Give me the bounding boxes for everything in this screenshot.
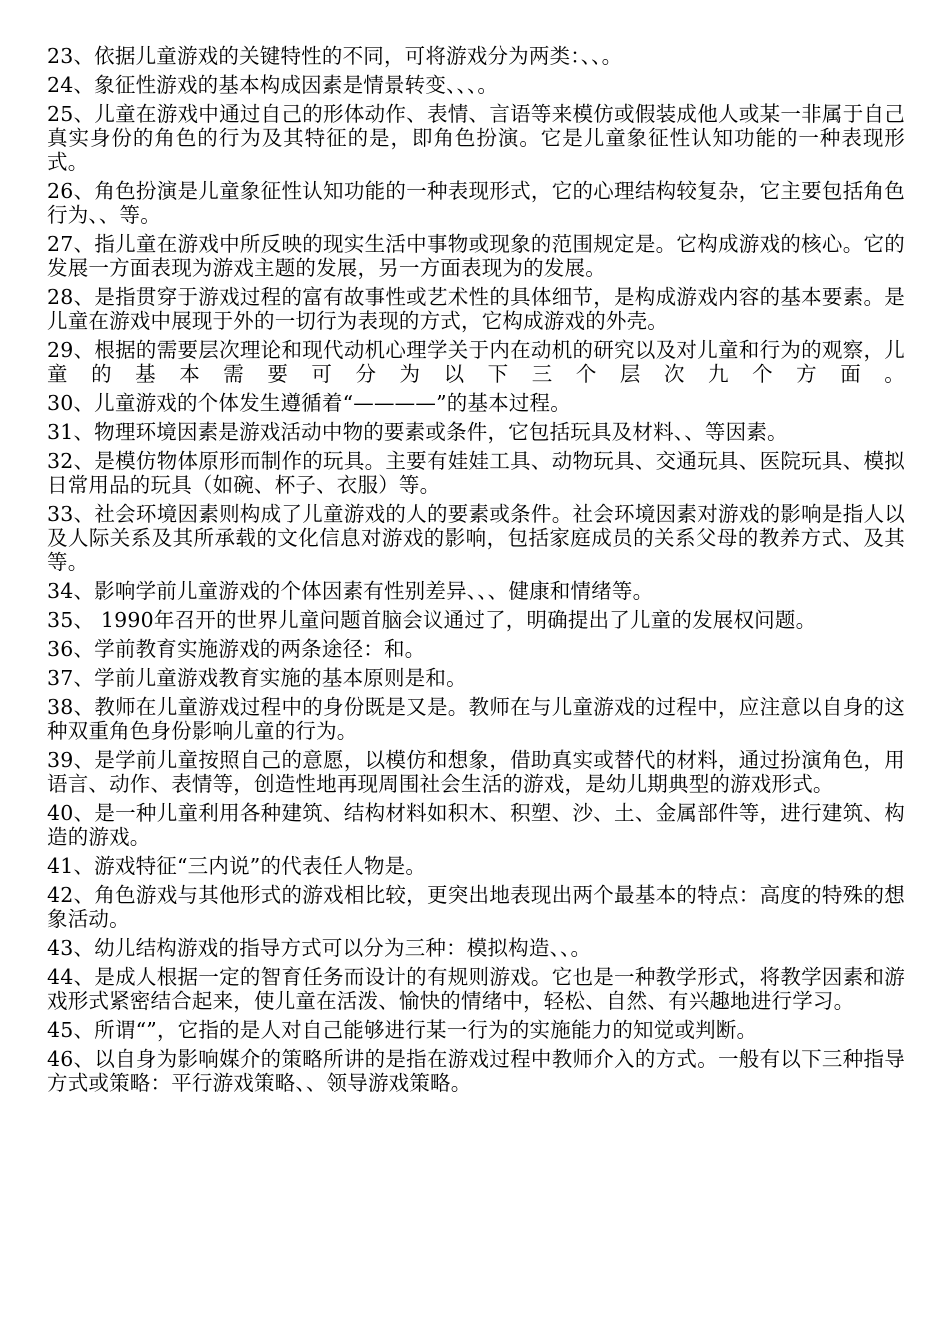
question-41: 41、游戏特征“三内说”的代表任人物是。	[47, 854, 427, 878]
question-36: 36、学前教育实施游戏的两条途径：和。	[47, 637, 426, 661]
question-39: 39、是学前儿童按照自己的意愿，以模仿和想象，借助真实或替代的材料，通过扮演角色，用语言、动作、表情等，创造性地再现周围社会生活的游戏，是幼儿期典型的游戏形式。	[47, 748, 905, 796]
question-28: 28、是指贯穿于游戏过程的富有故事性或艺术性的具体细节，是构成游戏内容的基本要素。是儿童在游戏中展现于外的一切行为表现的方式，它构成游戏的外壳。	[47, 285, 905, 333]
document-page	[47, 44, 905, 1100]
question-43: 43、幼儿结构游戏的指导方式可以分为三种：模拟构造、、。	[47, 936, 592, 960]
question-32: 32、是模仿物体原形而制作的玩具。主要有娃娃工具、动物玩具、交通玩具、医院玩具、模拟日常用品的玩具（如碗、杯子、衣服）等。	[47, 449, 905, 497]
question-44: 44、是成人根据一定的智育任务而设计的有规则游戏。它也是一种教学形式，将教学因素和游戏形式紧密结合起来，使儿童在活泼、愉快的情绪中，轻松、自然、有兴趣地进行学习。	[47, 965, 905, 1013]
question-23: 23、依据儿童游戏的关键特性的不同，可将游戏分为两类：、、。	[47, 44, 623, 68]
question-29: 29、根据的需要层次理论和现代动机心理学关于内在动机的研究以及对儿童和行为的观察，儿童的基本需要可分为以下三个层次九个方面。	[47, 338, 905, 386]
question-31: 31、物理环境因素是游戏活动中物的要素或条件，它包括玩具及材料、、等因素。	[47, 420, 788, 444]
question-37: 37、学前儿童游戏教育实施的基本原则是和。	[47, 666, 467, 690]
question-33: 33、社会环境因素则构成了儿童游戏的人的要素或条件。社会环境因素对游戏的影响是指人以及人际关系及其所承载的文化信息对游戏的影响，包括家庭成员的关系父母的教养方式、及其等。	[47, 502, 905, 574]
question-34: 34、影响学前儿童游戏的个体因素有性别差异、、、健康和情绪等。	[47, 579, 654, 603]
question-40: 40、是一种儿童利用各种建筑、结构材料如积木、积塑、沙、土、金属部件等，进行建筑、构造的游戏。	[47, 801, 905, 849]
question-35: 35、 1990年召开的世界儿童问题首脑会议通过了，明确提出了儿童的发展权问题。	[47, 608, 817, 632]
question-45: 45、所谓“”，它指的是人对自己能够进行某一行为的实施能力的知觉或判断。	[47, 1018, 758, 1042]
question-30: 30、儿童游戏的个体发生遵循着“————”的基本过程。	[47, 391, 571, 415]
question-26: 26、角色扮演是儿童象征性认知功能的一种表现形式，它的心理结构较复杂，它主要包括角色行为、、等。	[47, 179, 905, 227]
question-42: 42、角色游戏与其他形式的游戏相比较，更突出地表现出两个最基本的特点：高度的特殊的想象活动。	[47, 883, 905, 931]
question-38: 38、教师在儿童游戏过程中的身份既是又是。教师在与儿童游戏的过程中，应注意以自身的这种双重角色身份影响儿童的行为。	[47, 695, 905, 743]
question-27: 27、指儿童在游戏中所反映的现实生活中事物或现象的范围规定是。它构成游戏的核心。它的发展一方面表现为游戏主题的发展，另一方面表现为的发展。	[47, 232, 905, 280]
question-46: 46、以自身为影响媒介的策略所讲的是指在游戏过程中教师介入的方式。一般有以下三种指导方式或策略：平行游戏策略、、领导游戏策略。	[47, 1047, 905, 1095]
question-25: 25、儿童在游戏中通过自己的形体动作、表情、言语等来模仿或假装成他人或某一非属于自己真实身份的角色的行为及其特征的是，即角色扮演。它是儿童象征性认知功能的一种表现形式。	[47, 102, 905, 174]
question-24: 24、象征性游戏的基本构成因素是情景转变、、、。	[47, 73, 499, 97]
